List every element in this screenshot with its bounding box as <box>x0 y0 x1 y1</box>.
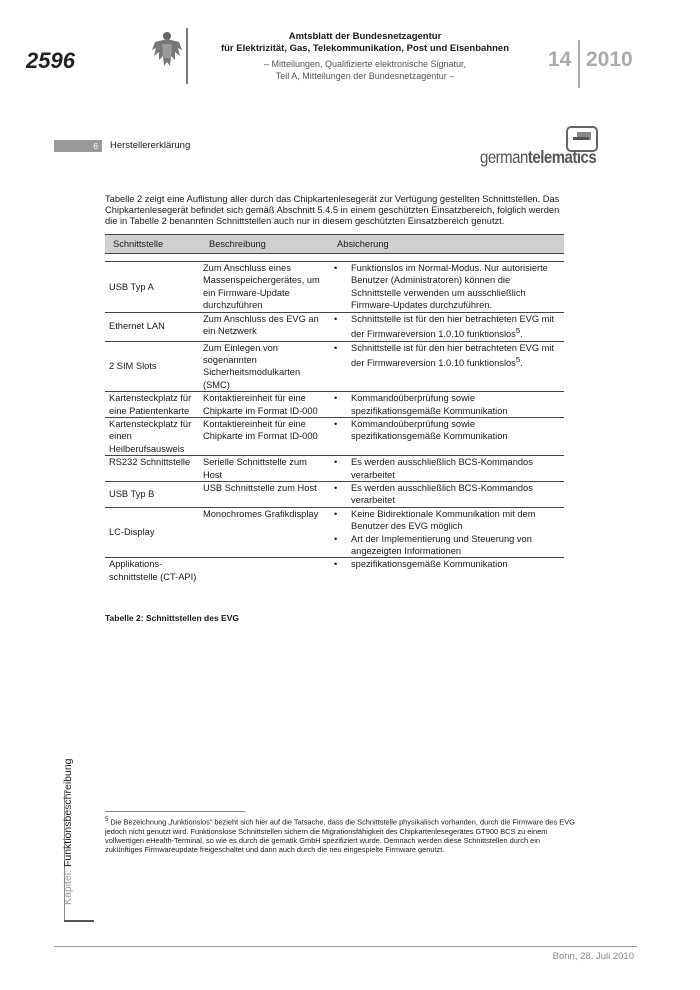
security-cell <box>329 262 564 313</box>
description-cell <box>201 558 329 583</box>
footer-divider <box>54 946 637 947</box>
section-title: Herstellererklärung <box>110 140 191 151</box>
security-cell <box>329 482 564 508</box>
publication-subtitle: – Mitteilungen, Qualifizierte elektronische Signatur, Teil A, Mitteilungen der Bundesnetzagentur – <box>263 59 467 81</box>
security-item: • Es werden ausschließlich BCS-Kommandos verarbeitet <box>351 482 562 507</box>
security-cell <box>329 392 564 418</box>
security-item: • Kommandoüberprüfung sowie spezifikationsgemäße Kommunikation <box>351 392 562 417</box>
column-header: Absicherung <box>329 235 564 254</box>
security-cell <box>329 341 564 392</box>
table-header-row <box>105 235 564 254</box>
section-number: 6 <box>54 140 102 152</box>
table-row <box>105 417 564 455</box>
security-cell <box>329 456 564 482</box>
column-header: Beschreibung <box>201 235 329 254</box>
security-item: • Kommandoüberprüfung sowie spezifikationsgemäße Kommunikation <box>351 418 562 443</box>
table-row <box>105 482 564 508</box>
table-row <box>105 262 564 313</box>
description-cell: Serielle Schnittstelle zum Host <box>201 456 329 482</box>
interface-cell: Kartensteckplatz für eine Patientenkarte <box>105 392 201 418</box>
table-caption: Tabelle 2: Schnittstellen des EVG <box>105 613 239 623</box>
security-item: • Es werden ausschließlich BCS-Kommandos verarbeitet <box>351 456 562 481</box>
page-number: 2596 <box>26 48 75 73</box>
security-cell <box>329 507 564 558</box>
footnote <box>105 816 575 854</box>
federal-eagle-icon <box>150 30 184 70</box>
footnote-ref: 5 <box>515 354 521 364</box>
interface-cell: RS232 Schnittstelle <box>105 456 201 482</box>
issue-number: 14 <box>548 48 572 71</box>
interface-cell: LC-Display <box>105 507 201 558</box>
security-item: • Funktionslos im Normal-Modus. Nur autorisierte Benutzer (Administratoren) können die Schnittstelle verwenden um ausschließlich Firmware-Updates durchzuführen. <box>351 262 562 312</box>
interface-cell: Applikations-schnittstelle (CT-API) <box>109 559 197 582</box>
table-row <box>105 341 564 392</box>
header-divider <box>186 28 188 84</box>
publication-title: Amtsblatt der Bundesnetzagentur für Elektrizität, Gas, Telekommunikation, Post und Eisenbahnen <box>220 31 510 54</box>
description-cell: USB Schnittstelle zum Host <box>201 482 329 508</box>
footnote-text: Die Bezeichnung „funktionslos“ bezieht sich hier auf die Tatsache, dass die Schnittstelle physikalisch vorhanden, durch die Firmware des EVG jedoch nicht genutzt wird. Funktionslose Schnittstellen sichern die Migrationsfähigkeit des Chipkartenlesegerätes GT900 BCS zu einem vollwertigen eHealth-Terminal, so wie es durch die gematik GmbH spezifiziert wurde. Demnach werden diese Schnittstellen durch ein zukünftiges Firmwareupdate freigeschaltet und dann auch durch die neu eingespielte Firmware genutzt. <box>105 817 575 855</box>
table-spacer-row <box>105 254 564 262</box>
footer-place-date: Bonn, 28. Juli 2010 <box>552 951 634 962</box>
interfaces-table <box>105 234 564 583</box>
table-row <box>105 507 564 558</box>
footnote-divider <box>105 811 245 812</box>
security-item: • Keine Bidirektionale Kommunikation mit dem Benutzer des EVG möglich <box>351 508 562 533</box>
security-item: • spezifikationsgemäße Kommunikation <box>351 558 562 570</box>
security-cell <box>329 312 564 341</box>
description-cell: Monochromes Grafikdisplay <box>201 507 329 558</box>
description-cell: Kontaktiereinheit für eine Chipkarte im Format ID-000 <box>201 417 329 455</box>
description-cell: Zum Anschluss eines Massenspeichergerätes, um ein Firmware-Update durchzuführen <box>201 262 329 313</box>
footnote-number: 5 <box>105 817 109 823</box>
interface-cell: 2 SIM Slots <box>105 341 201 392</box>
interface-cell: Kartensteckplatz für einen Heilberufsausweis <box>105 417 201 455</box>
description-cell: Kontaktiereinheit für eine Chipkarte im Format ID-000 <box>201 392 329 418</box>
issue-year: 2010 <box>586 48 633 71</box>
security-cell <box>329 558 564 583</box>
security-item: • Schnittstelle ist für den hier betrachteten EVG mit der Firmwareversion 1.0.10 funktionslos$^5$. <box>351 342 562 370</box>
security-cell <box>329 417 564 455</box>
sidebar-tick <box>64 920 94 922</box>
interface-cell: USB Typ B <box>105 482 201 508</box>
column-header: Schnittstelle <box>105 235 201 254</box>
chapter-label: Kapitel: Funktionsbeschreibung <box>62 758 74 905</box>
intro-paragraph: Tabelle 2 zeigt eine Auflistung aller durch das Chipkartenlesegerät zur Verfügung gestellten Schnittstellen. Das Chipkartenlesegerät befindet sich gemäß Abschnitt 5.4.5 in einem geschützten Einsatzbereich, folglich werden die in Tabelle 2 benannten Schnittstellen auch nur in diesem geschützten Einsatzbereich genutzt. <box>105 194 560 226</box>
security-item: • Art der Implementierung und Steuerung von angezeigten Informationen <box>351 533 562 558</box>
interface-cell: Ethernet LAN <box>105 312 201 341</box>
table-row <box>105 312 564 341</box>
description-cell: Zum Anschluss des EVG an ein Netzwerk <box>201 312 329 341</box>
interface-cell: USB Typ A <box>105 262 201 313</box>
table-row <box>105 456 564 482</box>
table-row <box>105 558 564 583</box>
company-logo: germantelematics <box>480 148 597 168</box>
table-row <box>105 392 564 418</box>
issue-divider <box>578 40 580 88</box>
description-cell: Zum Einlegen von sogenannten Sicherheitsmodulkarten (SMC) <box>201 341 329 392</box>
security-item: • Schnittstelle ist für den hier betrachteten EVG mit der Firmwareversion 1.0.10 funktionslos$^5$. <box>351 313 562 341</box>
footnote-ref: 5 <box>515 326 521 336</box>
